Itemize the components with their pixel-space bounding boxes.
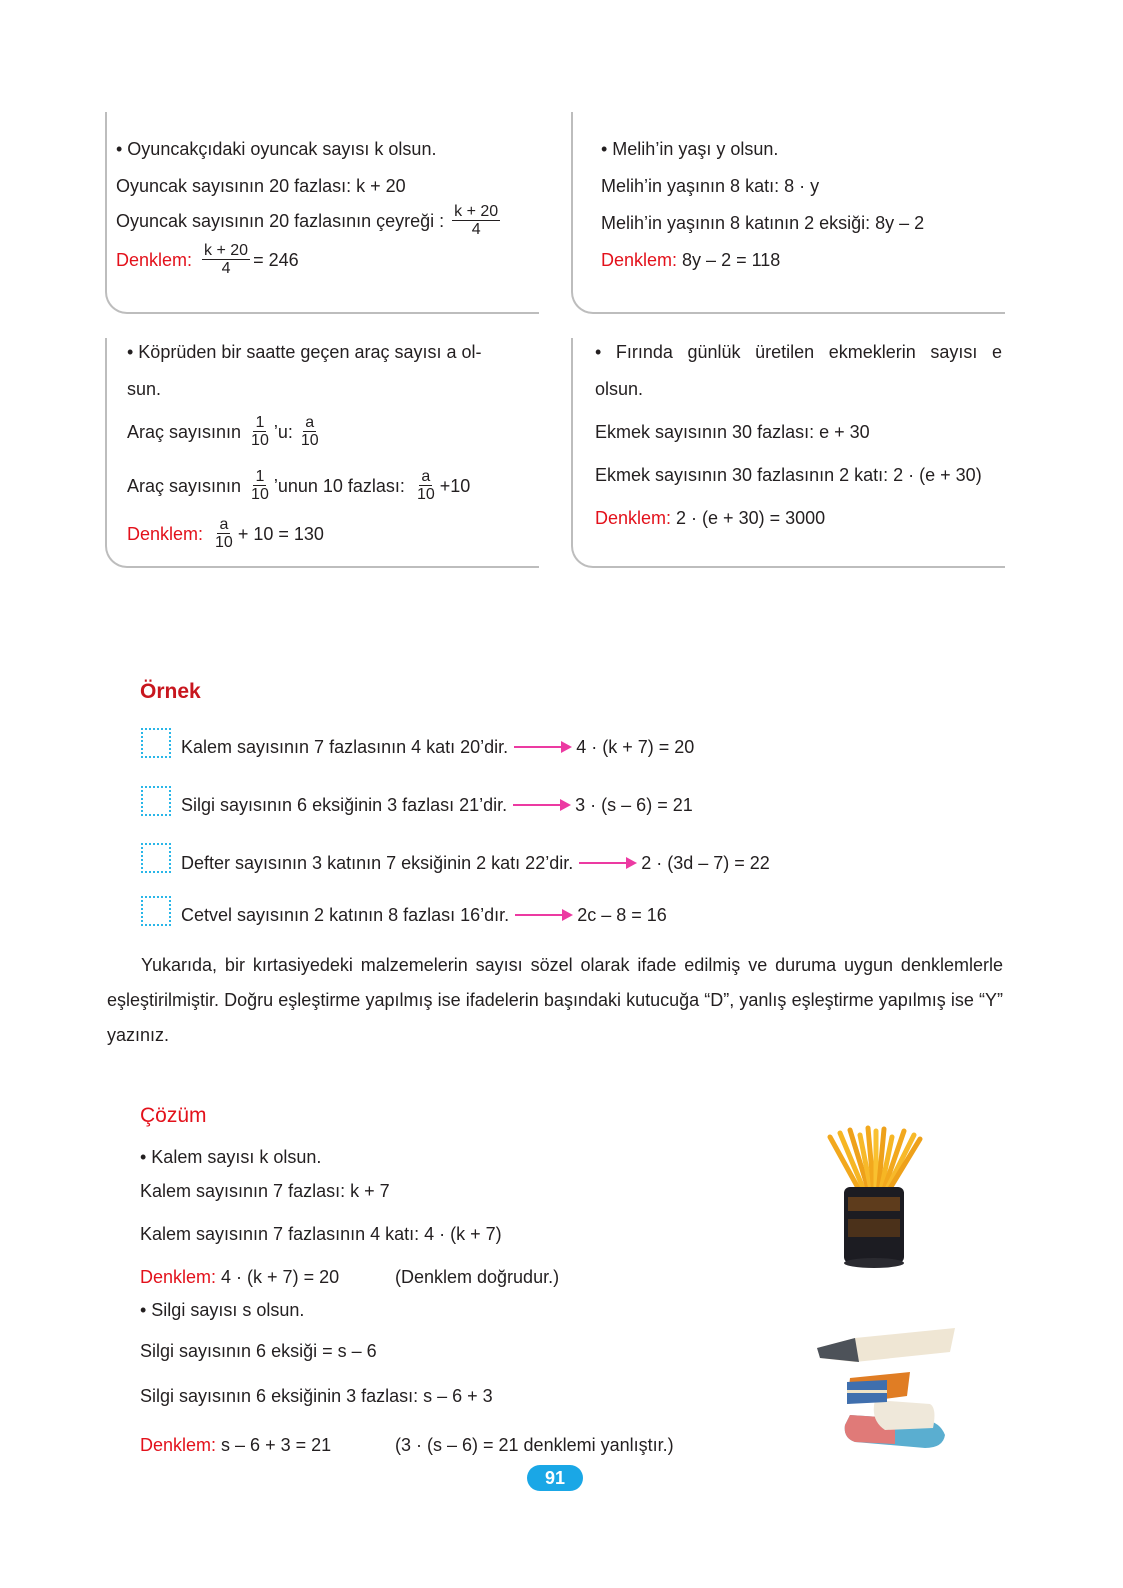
solution-note-2: (3 · (s – 6) = 21 denklemi yanlıştır.) <box>395 1435 674 1455</box>
equation-label: Denklem: <box>127 524 204 544</box>
toys-line2-label: Oyuncak sayısının 20 fazlasının çeyreği : <box>116 211 445 231</box>
toys-quarter-fraction: $\frac{k + 20}{4}$ <box>454 202 499 238</box>
solution-equation-2: Denklem: s – 6 + 3 = 21 <box>140 1435 332 1455</box>
bridge-equation: Denklem: $\frac{a}{10}$ + 10 = 130 <box>127 515 324 551</box>
bridge-line1: Araç sayısının $\frac{1}{10}$ ’u: $\frac{a}{10}$ <box>127 413 319 449</box>
bakery-box <box>571 338 1005 568</box>
solution-line-2: Kalem sayısının 7 fazlası: k + 7 <box>140 1181 390 1201</box>
one-tenth-fraction: $\frac{1}{10}$ <box>251 467 269 503</box>
arrow-icon <box>514 746 570 748</box>
solution-note-1: (Denklem doğrudur.) <box>395 1267 560 1287</box>
arrow-icon <box>515 914 571 916</box>
bakery-line1: Ekmek sayısının 30 fazlası: e + 30 <box>595 422 870 442</box>
bridge-intro: • Köprüden bir saatte geçen araç sayısı a ol- <box>127 342 482 362</box>
toys-line2 <box>116 200 503 242</box>
erasers-image <box>815 1320 975 1455</box>
bridge-intro2: sun. <box>127 379 162 399</box>
melih-intro: • Melih’in yaşı y olsun. <box>601 139 779 159</box>
one-tenth-fraction: $\frac{1}{10}$ <box>251 413 269 449</box>
solution-line-5: Silgi sayısının 6 eksiği = s – 6 <box>140 1341 377 1361</box>
solution-line-6: Silgi sayısının 6 eksiğinin 3 fazlası: s – 6 + 3 <box>140 1386 493 1406</box>
example-item-2: Silgi sayısının 6 eksiğinin 3 fazlası 21’dir. 3 · (s – 6) = 21 <box>181 795 693 815</box>
bakery-equation: Denklem: 2 · (e + 30) = 3000 <box>595 508 826 528</box>
toys-equation <box>116 239 299 281</box>
melih-line2: Melih’in yaşının 8 katının 2 eksiği: 8y – 2 <box>601 213 925 233</box>
arrow-icon <box>513 804 569 806</box>
toys-line1: Oyuncak sayısının 20 fazlası: k + 20 <box>116 176 406 196</box>
example-instructions: Yukarıda, bir kırtasiyedeki malzemelerin sayısı sözel olarak ifade edilmiş ve duruma uygun denklemlerle eşleştirilmiştir. Doğru eşleştirme yapılmış ise ifadelerin başındaki kutucuğa “D”, yanlış eşleştirme yapılmış ise “Y” yazınız. <box>107 955 1003 1045</box>
a-tenth-fraction: $\frac{a}{10}$ <box>300 413 319 449</box>
solution-line-4: • Silgi sayısı s olsun. <box>140 1300 305 1320</box>
bridge-line2: Araç sayısının $\frac{1}{10}$ ’unun 10 fazlası: $\frac{a}{10}$ +10 <box>127 467 471 503</box>
melih-equation <box>601 249 780 271</box>
bridge-eq-fraction: $\frac{a}{10}$ <box>215 515 233 551</box>
solution-line-1: • Kalem sayısı k olsun. <box>140 1147 322 1167</box>
solution-line-3: Kalem sayısının 7 fazlasının 4 katı: 4 · (k + 7) <box>140 1224 502 1244</box>
answer-box-3[interactable] <box>141 843 171 873</box>
melih-eq: 8y – 2 = 118 <box>682 250 781 270</box>
example-item-3: Defter sayısının 3 katının 7 eksiğinin 2 katı 22’dir. 2 · (3d – 7) = 22 <box>181 853 770 873</box>
solution-equation-1: Denklem: 4 · (k + 7) = 20 <box>140 1267 340 1287</box>
answer-box-2[interactable] <box>141 786 171 816</box>
melih-line1: Melih’in yaşının 8 katı: 8 · y <box>601 176 820 196</box>
answer-box-4[interactable] <box>141 896 171 926</box>
equation-label: Denklem: <box>116 250 193 270</box>
bakery-intro: • Fırında günlük üretilen ekmeklerin sayısı e <box>595 342 1002 362</box>
arrow-icon <box>579 862 635 864</box>
bakery-intro2: olsun. <box>595 379 644 399</box>
a-tenth-fraction: $\frac{a}{10}$ <box>416 467 435 503</box>
example-title: Örnek <box>140 680 201 703</box>
equation-label: Denklem: <box>140 1435 217 1455</box>
equation-label: Denklem: <box>140 1267 217 1287</box>
toys-intro: • Oyuncakçıdaki oyuncak sayısı k olsun. <box>116 139 437 159</box>
solution-title: Çözüm <box>140 1104 207 1127</box>
toys-eq-rest: = 246 <box>253 250 299 270</box>
example-item-4: Cetvel sayısının 2 katının 8 fazlası 16’dır. 2c – 8 = 16 <box>181 905 667 925</box>
pencil-cup-image <box>820 1125 930 1270</box>
example-item-1: Kalem sayısının 7 fazlasının 4 katı 20’dir. 4 · (k + 7) = 20 <box>181 737 695 757</box>
equation-label: Denklem: <box>595 508 672 528</box>
page-number-badge: 91 <box>527 1465 583 1491</box>
answer-box-1[interactable] <box>141 728 171 758</box>
equation-label: Denklem: <box>601 250 678 270</box>
bakery-line2: Ekmek sayısının 30 fazlasının 2 katı: 2 · (e + 30) <box>595 465 982 485</box>
toys-eq-fraction: $\frac{k + 20}{4}$ <box>204 241 249 277</box>
